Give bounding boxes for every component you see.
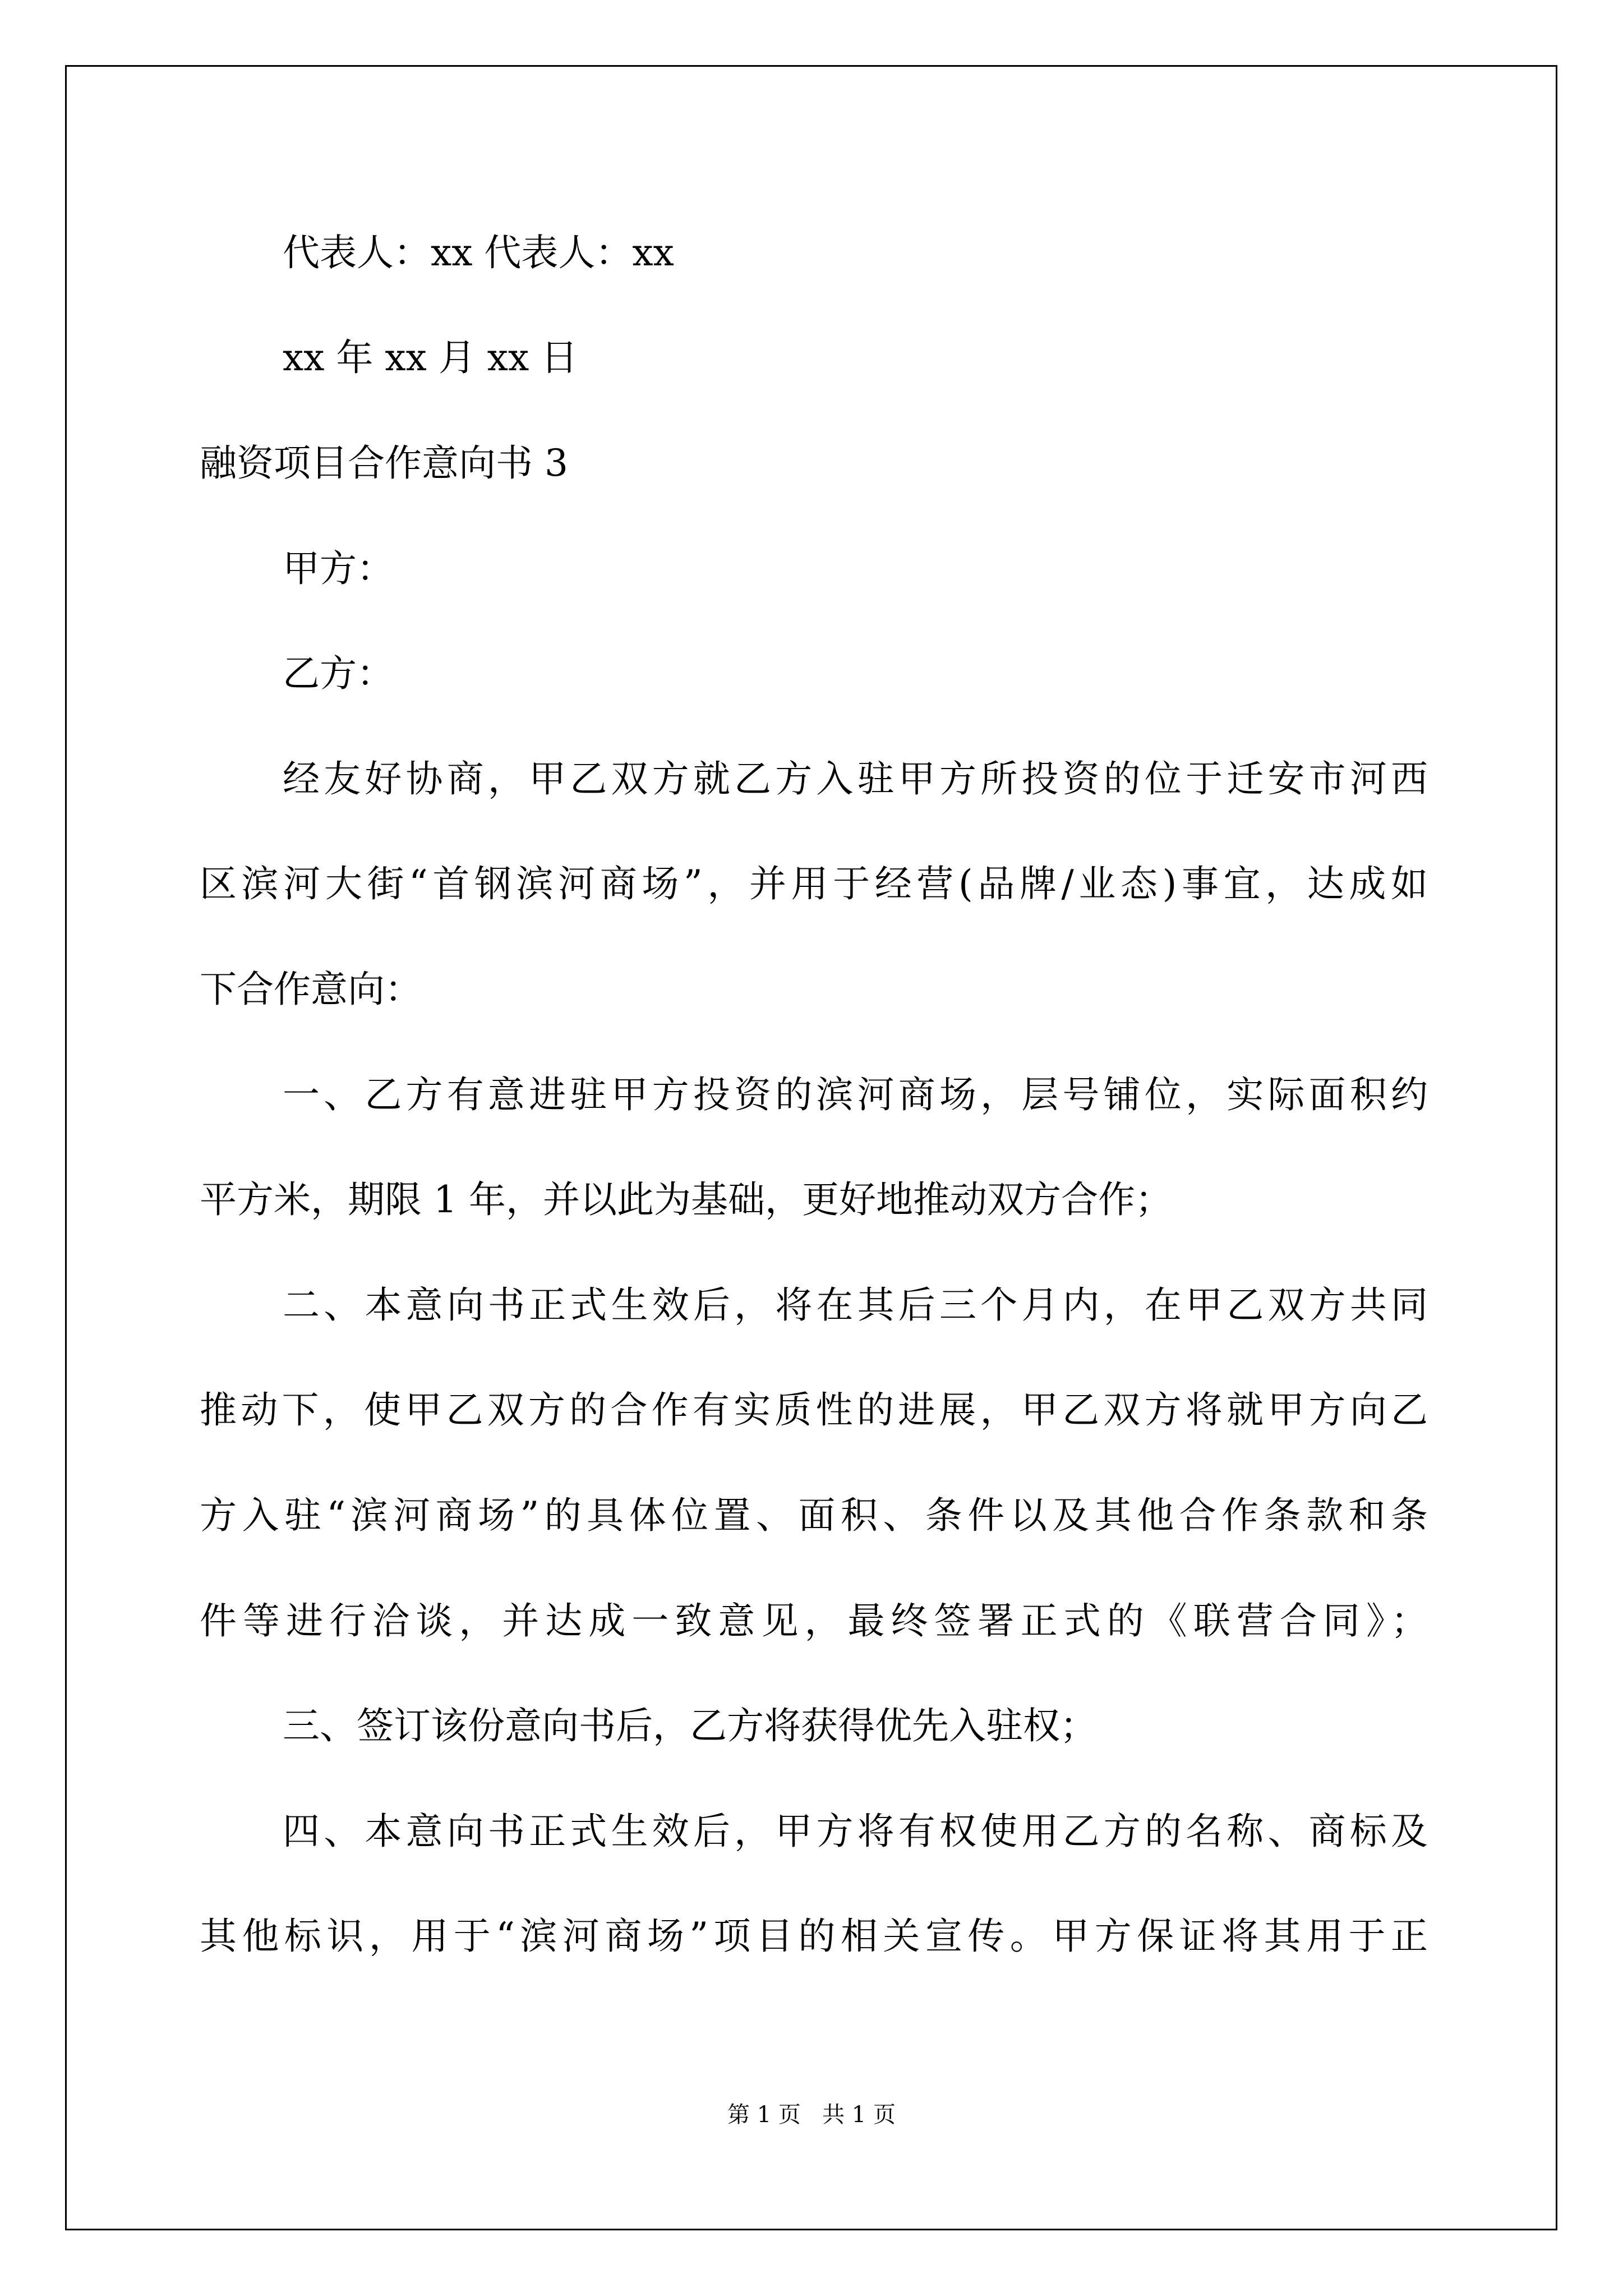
paragraph-intro-line-1: 经友好协商，甲乙双方就乙方入驻甲方所投资的位于迁安市河西 [283, 757, 1428, 800]
clause-4-line-1: 四、本意向书正式生效后，甲方将有权使用乙方的名称、商标及 [283, 1810, 1428, 1853]
party-a-line: 甲方： [283, 547, 394, 590]
clause-3-line-1: 三、签订该份意向书后，乙方将获得优先入驻权； [283, 1704, 1097, 1747]
representative-line: 代表人：xx 代表人：xx [283, 231, 674, 274]
page-border [65, 65, 1557, 2230]
section-title: 融资项目合作意向书 3 [200, 441, 568, 485]
paragraph-intro-line-2: 区滨河大街“首钢滨河商场”，并用于经营(品牌/业态)事宜，达成如 [200, 862, 1428, 905]
page-footer: 第 1 页 共 1 页 [727, 2102, 896, 2128]
date-line: xx 年 xx 月 xx 日 [283, 336, 578, 379]
clause-2-line-4: 件等进行洽谈，并达成一致意见，最终签署正式的《联营合同》； [200, 1599, 1428, 1642]
party-b-line: 乙方： [283, 652, 394, 695]
clause-2-line-2: 推动下，使甲乙双方的合作有实质性的进展，甲乙双方将就甲方向乙 [200, 1388, 1428, 1432]
clause-1-line-2: 平方米，期限 1 年，并以此为基础，更好地推动双方合作； [200, 1178, 1172, 1221]
paragraph-intro-line-3: 下合作意向： [200, 968, 422, 1011]
clause-1-line-1: 一、乙方有意进驻甲方投资的滨河商场，层号铺位，实际面积约 [283, 1073, 1428, 1116]
clause-4-line-2: 其他标识，用于“滨河商场”项目的相关宣传。甲方保证将其用于正 [200, 1915, 1428, 1958]
clause-2-line-3: 方入驻“滨河商场”的具体位置、面积、条件以及其他合作条款和条 [200, 1494, 1428, 1537]
clause-2-line-1: 二、本意向书正式生效后，将在其后三个月内，在甲乙双方共同 [283, 1283, 1428, 1327]
